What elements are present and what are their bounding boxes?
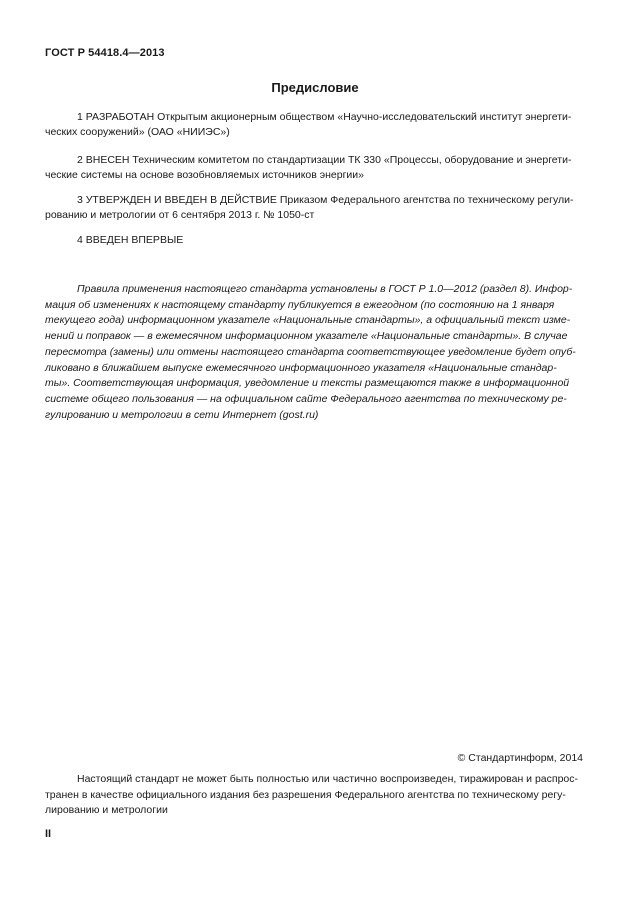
rules-note-line: нений и поправок — в ежемесячном информационном указателе «Национальные стандарты». В случае [45,330,568,343]
foreword-item-2-line-2: ческие системы на основе возобновляемых источников энергии» [45,169,364,181]
reproduction-notice-line: лированию и метрологии [45,804,168,816]
rules-note-line: ты». Соответствующая информация, уведомление и тексты размещаются также в информационной [45,377,570,390]
rules-note-line: мация об изменениях к настоящему стандарту публикуется в ежегодном (по состоянию на 1 января [45,298,555,311]
foreword-item-2 [45,153,583,183]
foreword-item-3-line-2: рованию и метрологии от 6 сентября 2013 г. № 1050-ст [45,209,315,221]
reproduction-notice-line: Настоящий стандарт не может быть полностью или частично воспроизведен, тиражирован и распрос- [77,773,578,785]
page-title: Предисловие [271,80,359,95]
reproduction-notice [45,772,583,819]
rules-note-line: гулированию и метрологии в сети Интернет (gost.ru) [45,408,319,421]
foreword-item-4-line-1: 4 ВВЕДЕН ВПЕРВЫЕ [77,234,184,246]
rules-note [45,282,583,423]
foreword-item-1-line-2: ческих сооружений» (ОАО «НИИЭС») [45,126,230,138]
foreword-item-2-line-1: 2 ВНЕСЕН Техническим комитетом по стандартизации ТК 330 «Процессы, оборудование и энергети- [77,154,572,166]
foreword-item-3 [45,193,583,223]
rules-note-line: текущего года) информационном указателе «Национальные стандарты», а официальный текст измe- [45,314,571,327]
copyright: © Стандартинформ, 2014 [457,752,583,764]
rules-note-line: ликовано в ближайшем выпуске ежемесячного информационного указателя «Национальные стандар- [45,361,557,374]
foreword-item-3-line-1: 3 УТВЕРЖДЕН И ВВЕДЕН В ДЕЙСТВИЕ Приказом Федерального агентства по техническому регули- [77,194,574,206]
rules-note-line: системе общего пользования — на официальном сайте Федерального агентства по техническому ре- [45,392,567,405]
foreword-item-1 [45,110,583,140]
foreword-item-1-line-1: 1 РАЗРАБОТАН Открытым акционерным обществом «Научно-исследовательский институт энергети- [77,111,572,123]
document-header: ГОСТ Р 54418.4—2013 [45,47,165,59]
reproduction-notice-line: транен в качестве официального издания без разрешения Федерального агентства по техническому регу- [45,788,566,801]
page-number: II [45,828,52,840]
rules-note-line: пересмотра (замены) или отмены настоящего стандарта соответствующее уведомление будет опуб- [45,345,576,358]
foreword-item-4 [45,233,583,248]
rules-note-line: Правила применения настоящего стандарта установлены в ГОСТ Р 1.0—2012 (раздел 8). Инфор- [77,283,573,295]
